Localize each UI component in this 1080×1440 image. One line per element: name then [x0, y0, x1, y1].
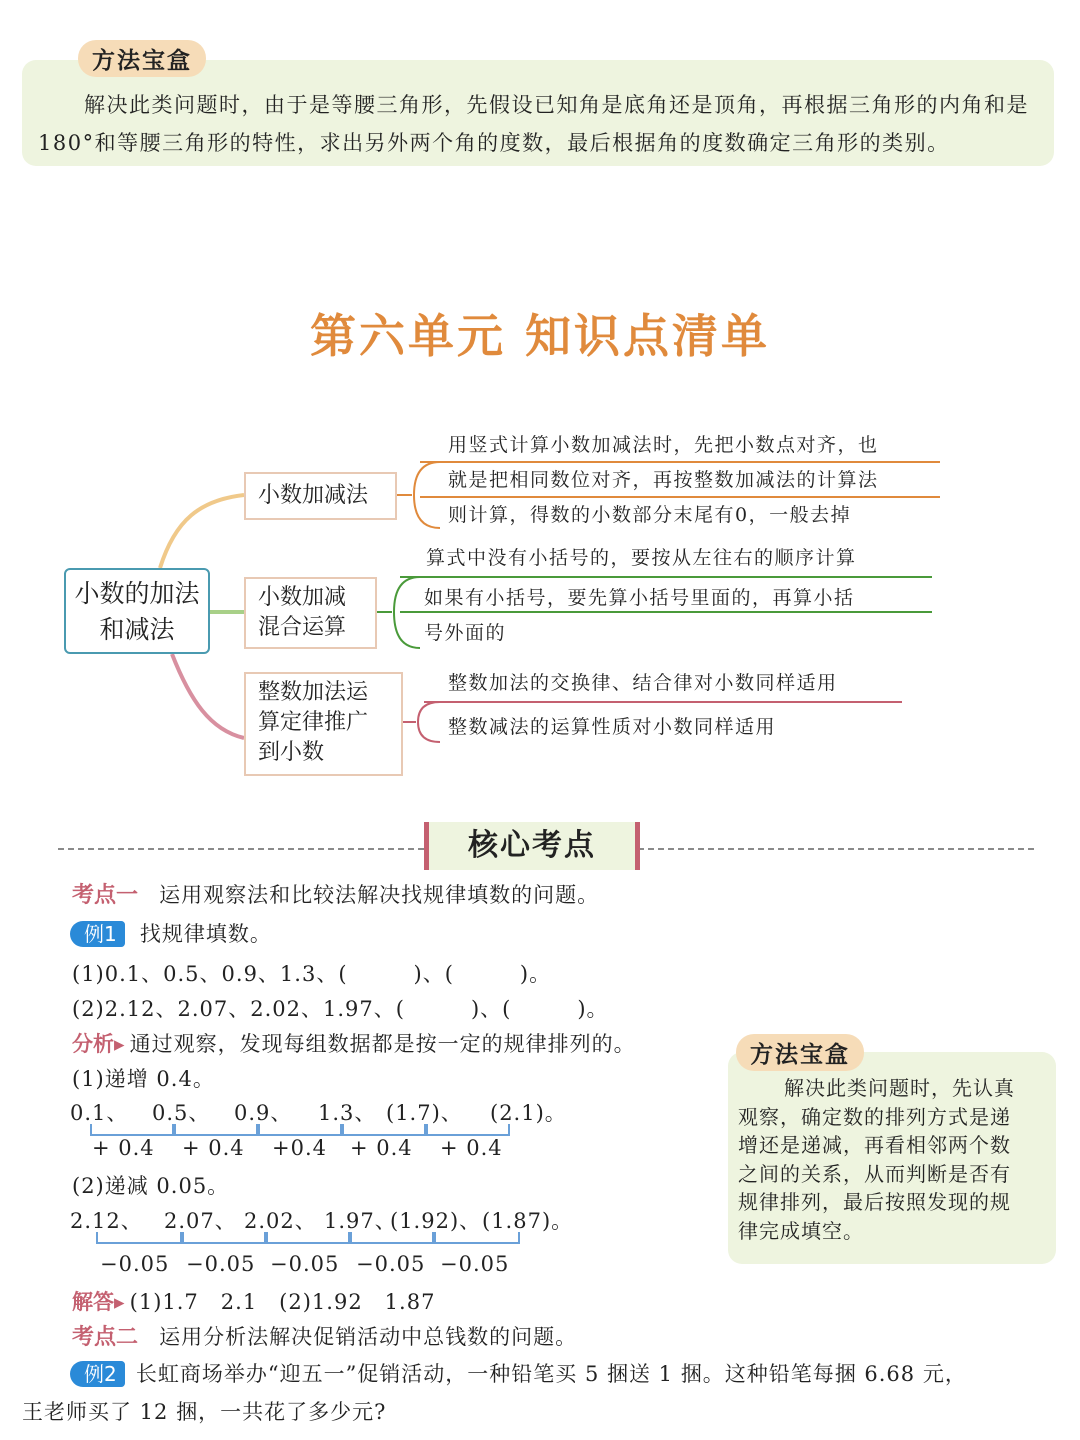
example1-badge: 例1: [70, 921, 125, 947]
leaf-1-3: 则计算，得数的小数部分末尾有0，一般去掉: [448, 504, 852, 526]
seq2-bracket: [432, 1232, 520, 1244]
seq2-item: (1.92)、: [390, 1209, 482, 1233]
seq2-item: (1.87)。: [482, 1209, 574, 1233]
example2-badge: 例2: [70, 1361, 125, 1387]
seq1-item: (2.1)。: [490, 1101, 567, 1125]
example1-text: 找规律填数。: [139, 922, 272, 946]
seq2-bracket: [180, 1232, 268, 1244]
seq1-item: 0.1、: [70, 1101, 129, 1125]
leaf-2-2: 如果有小括号，要先算小括号里面的，再算小括: [424, 587, 855, 609]
example1-q1: (1)0.1、0.5、0.9、1.3、( )、( )。: [72, 962, 552, 986]
seq2-diff: −0.05: [100, 1252, 170, 1276]
seq2-item: 2.02、: [244, 1209, 317, 1233]
seq2-diff: −0.05: [356, 1252, 426, 1276]
method-right-line: 之间的关系，从而判断是否有: [738, 1161, 1011, 1186]
leaf-3-1: 整数加法的交换律、结合律对小数同样适用: [448, 672, 838, 694]
example2-text: 长虹商场举办“迎五一”促销活动，一种铅笔买 5 捆送 1 捆。这种铅笔每捆 6.68 元，: [135, 1362, 967, 1386]
method-box-text: 解决此类问题时，由于是等腰三角形，先假设已知角是底角还是顶角，再根据三角形的内角和是 180°和等腰三角形的特性，求出另外两个角的度数，最后根据角的度数确定三角形的类别。: [38, 93, 1029, 155]
seq1-item: 0.9、: [234, 1101, 293, 1125]
point1: [72, 878, 599, 909]
point1-text: 运用观察法和比较法解决找规律填数的问题。: [159, 883, 600, 907]
seq2-bracket: [96, 1232, 184, 1244]
seq2-item: 2.07、: [164, 1209, 237, 1233]
seq1-item: 0.5、: [152, 1101, 211, 1125]
seq2-item: 2.12、: [70, 1209, 143, 1233]
answer: [72, 1286, 435, 1316]
point2: [72, 1320, 577, 1351]
leaf-2-3: 号外面的: [424, 622, 507, 644]
seq1-bracket: [426, 1124, 510, 1136]
method-right-line: 观察，确定数的排列方式是递: [738, 1104, 1011, 1129]
unit-title: 第六单元 知识点清单: [309, 309, 770, 363]
seq1-diff: + 0.4: [350, 1136, 413, 1160]
core-title: 核心考点: [424, 822, 640, 870]
seq1-bracket: [258, 1124, 342, 1136]
seq1-diff: + 0.4: [182, 1136, 245, 1160]
example2: [70, 1358, 1060, 1388]
analysis: [72, 1028, 636, 1058]
answer-label: 解答▸: [72, 1290, 125, 1314]
method-right-line: 增还是递减，再看相邻两个数: [738, 1133, 1011, 1158]
answer-text: (1)1.7 2.1 (2)1.92 1.87: [129, 1290, 436, 1314]
point1-label: 考点一: [72, 883, 139, 908]
leaf-1-1: 用竖式计算小数加减法时，先把小数点对齐，也: [448, 434, 879, 456]
mindmap-branch-3: 整数加法运算定律推广到小数: [244, 672, 403, 776]
seq1-item: (1.7)、: [386, 1101, 463, 1125]
seq1-diff: + 0.4: [440, 1136, 503, 1160]
seq1-item: 1.3、: [318, 1101, 377, 1125]
leaf-3-2: 整数减法的运算性质对小数同样适用: [448, 716, 777, 738]
seq2-diff: −0.05: [186, 1252, 256, 1276]
seq1-bracket: [90, 1124, 174, 1136]
leaf-1-2: 就是把相同数位对齐，再按整数加减法的计算法: [448, 469, 879, 491]
mindmap-branch-1: 小数加减法: [244, 472, 397, 520]
seq1-bracket: [174, 1124, 258, 1136]
mindmap-branch-2: 小数加减混合运算: [244, 577, 377, 649]
seq1-diff: +0.4: [272, 1136, 327, 1160]
point2-label: 考点二: [72, 1325, 139, 1350]
seq1-diff: + 0.4: [92, 1136, 155, 1160]
method-box-right-text: [738, 1074, 1048, 1246]
seq2-diff: −0.05: [270, 1252, 340, 1276]
method-right-line: 律完成填空。: [738, 1218, 864, 1243]
seq1-bracket: [342, 1124, 426, 1136]
point2-text: 运用分析法解决促销活动中总钱数的问题。: [159, 1325, 578, 1349]
analysis-1-title: (1)递增 0.4。: [72, 1067, 215, 1091]
analysis-text: 通过观察，发现每组数据都是按一定的规律排列的。: [129, 1032, 636, 1056]
method-right-line: 规律排列，最后按照发现的规: [738, 1190, 1011, 1215]
analysis-2-title: (2)递减 0.05。: [72, 1174, 230, 1198]
method-right-line: 解决此类问题时，先认真: [784, 1076, 1015, 1100]
method-box-tag: 方法宝盒: [78, 40, 206, 77]
seq2-diff: −0.05: [440, 1252, 510, 1276]
seq2-bracket: [264, 1232, 352, 1244]
example2-text-2: 王老师买了 12 捆，一共花了多少元?: [22, 1400, 387, 1424]
mindmap-root: 小数的加法和减法: [64, 568, 210, 654]
seq2-bracket: [348, 1232, 436, 1244]
method-box-right-tag: 方法宝盒: [736, 1034, 864, 1071]
leaf-2-1: 算式中没有小括号的，要按从左往右的顺序计算: [426, 547, 857, 569]
seq2-item: 1.97、: [324, 1209, 397, 1233]
example1: [70, 918, 272, 948]
analysis-label: 分析▸: [72, 1032, 125, 1056]
example1-q2: (2)2.12、2.07、2.02、1.97、( )、( )。: [72, 997, 609, 1021]
